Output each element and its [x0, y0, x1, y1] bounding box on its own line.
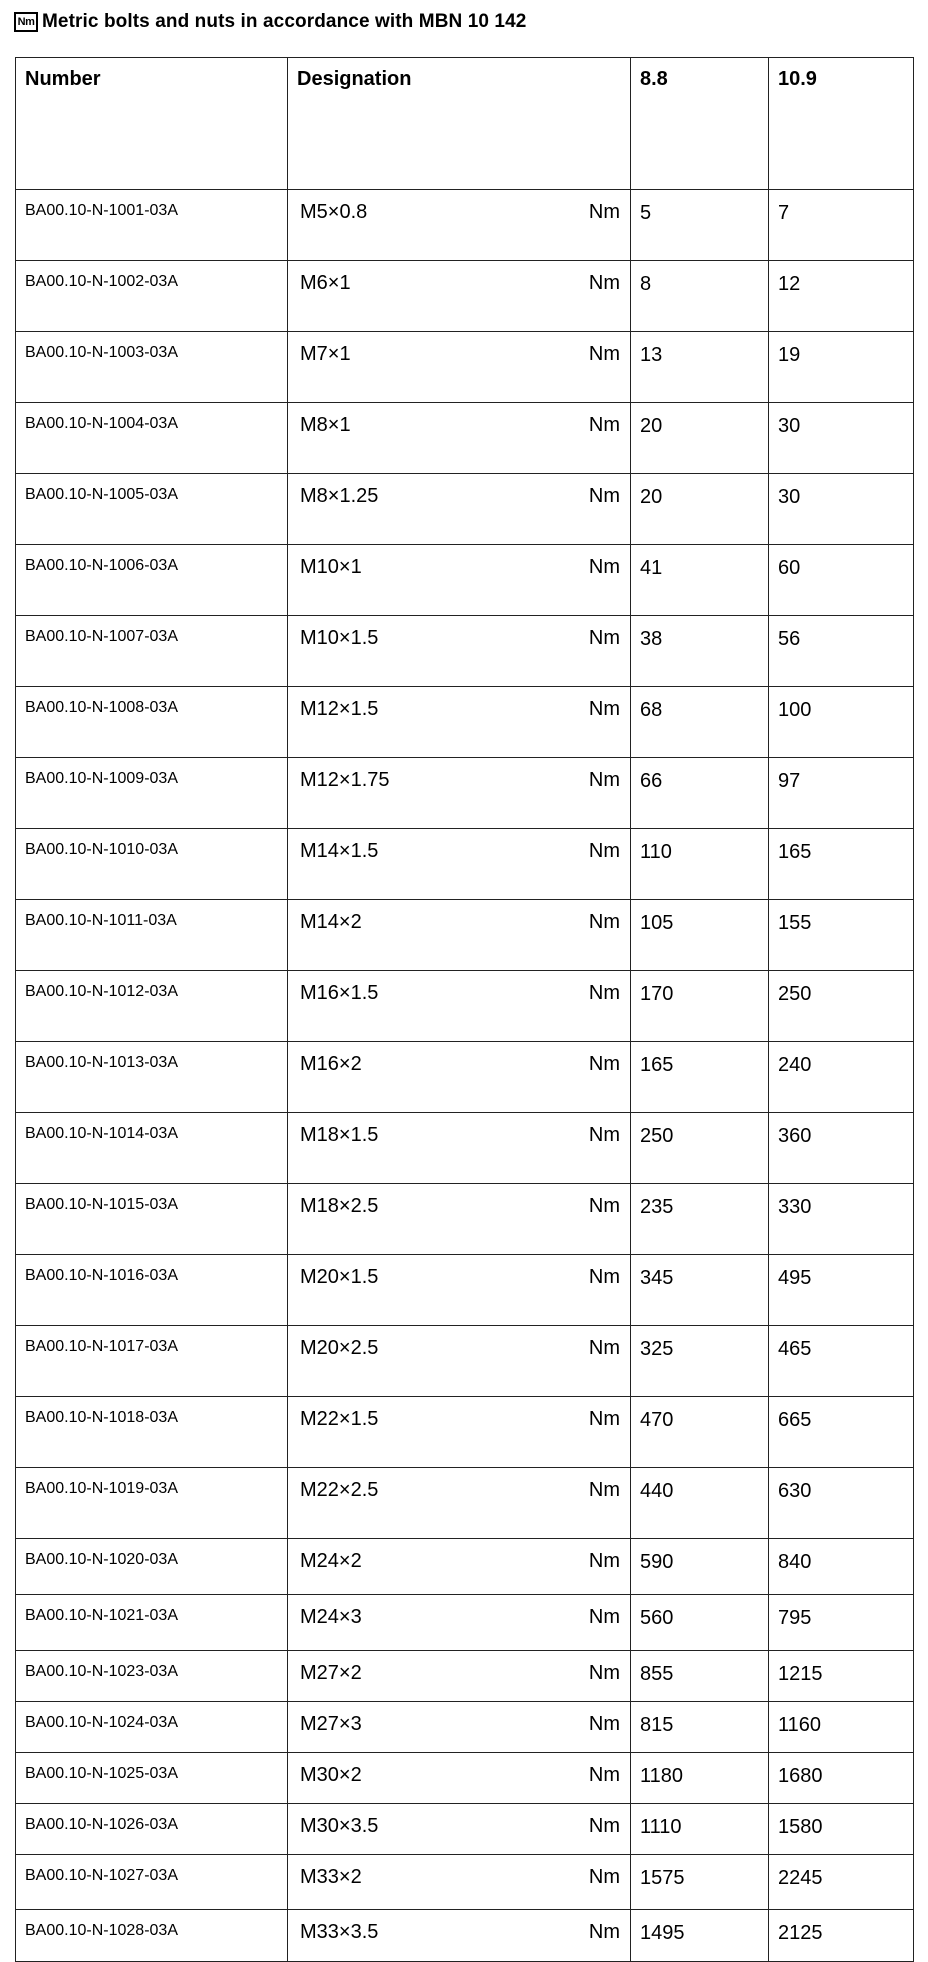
cell-torque-10-9: 56 [769, 616, 914, 687]
cell-number: BA00.10-N-1012-03A [16, 971, 288, 1042]
table-row [16, 616, 914, 687]
cell-torque-10-9: 1580 [769, 1804, 914, 1855]
cell-designation [288, 403, 631, 474]
unit-label: Nm [588, 343, 620, 365]
cell-torque-8-8: 41 [631, 545, 769, 616]
table-row [16, 1595, 914, 1651]
column-header-designation: Designation [288, 58, 631, 190]
cell-number: BA00.10-N-1010-03A [16, 829, 288, 900]
column-header-number: Number [16, 58, 288, 190]
designation-text: M33×3.5 [300, 1921, 379, 1943]
cell-designation [288, 1468, 631, 1539]
designation-text: M27×3 [300, 1713, 362, 1735]
title-text: Metric bolts and nuts in accordance with MBN 10 142 [42, 11, 527, 32]
cell-number: BA00.10-N-1024-03A [16, 1702, 288, 1753]
table-header-row [16, 58, 914, 190]
cell-designation [288, 1855, 631, 1910]
designation-text: M20×1.5 [300, 1266, 379, 1288]
table-row [16, 332, 914, 403]
designation-text: M20×2.5 [300, 1337, 379, 1359]
cell-number: BA00.10-N-1025-03A [16, 1753, 288, 1804]
table-row [16, 1910, 914, 1962]
cell-number: BA00.10-N-1001-03A [16, 190, 288, 261]
cell-torque-8-8: 66 [631, 758, 769, 829]
cell-torque-10-9: 1680 [769, 1753, 914, 1804]
designation-text: M10×1.5 [300, 627, 379, 649]
designation-text: M6×1 [300, 272, 351, 294]
cell-designation [288, 1595, 631, 1651]
cell-designation [288, 900, 631, 971]
cell-torque-10-9: 465 [769, 1326, 914, 1397]
designation-text: M33×2 [300, 1866, 362, 1888]
table-row [16, 1804, 914, 1855]
table-row [16, 758, 914, 829]
table-row [16, 1855, 914, 1910]
unit-label: Nm [588, 911, 620, 933]
cell-torque-8-8: 1110 [631, 1804, 769, 1855]
unit-label: Nm [588, 1053, 620, 1075]
cell-torque-8-8: 1575 [631, 1855, 769, 1910]
unit-label: Nm [588, 1408, 620, 1430]
cell-number: BA00.10-N-1016-03A [16, 1255, 288, 1326]
table-row [16, 1539, 914, 1595]
table-row [16, 261, 914, 332]
cell-torque-10-9: 7 [769, 190, 914, 261]
designation-text: M14×1.5 [300, 840, 379, 862]
designation-text: M24×2 [300, 1550, 362, 1572]
cell-number: BA00.10-N-1014-03A [16, 1113, 288, 1184]
cell-number: BA00.10-N-1007-03A [16, 616, 288, 687]
cell-torque-10-9: 60 [769, 545, 914, 616]
table-row [16, 971, 914, 1042]
cell-torque-8-8: 590 [631, 1539, 769, 1595]
cell-torque-8-8: 170 [631, 971, 769, 1042]
designation-text: M5×0.8 [300, 201, 368, 223]
designation-text: M16×2 [300, 1053, 362, 1075]
cell-torque-8-8: 20 [631, 403, 769, 474]
table-row [16, 190, 914, 261]
cell-number: BA00.10-N-1006-03A [16, 545, 288, 616]
cell-designation [288, 261, 631, 332]
cell-torque-8-8: 1180 [631, 1753, 769, 1804]
cell-number: BA00.10-N-1009-03A [16, 758, 288, 829]
cell-torque-8-8: 1495 [631, 1910, 769, 1962]
unit-label: Nm [588, 1866, 620, 1888]
table-row [16, 1651, 914, 1702]
cell-torque-8-8: 38 [631, 616, 769, 687]
cell-number: BA00.10-N-1026-03A [16, 1804, 288, 1855]
cell-designation [288, 1397, 631, 1468]
designation-text: M18×2.5 [300, 1195, 379, 1217]
unit-label: Nm [588, 1550, 620, 1572]
designation-text: M8×1.25 [300, 485, 379, 507]
unit-label: Nm [588, 698, 620, 720]
unit-label: Nm [588, 1479, 620, 1501]
cell-number: BA00.10-N-1023-03A [16, 1651, 288, 1702]
cell-designation [288, 1326, 631, 1397]
cell-torque-8-8: 470 [631, 1397, 769, 1468]
unit-label: Nm [588, 1713, 620, 1735]
unit-label: Nm [588, 982, 620, 1004]
cell-torque-10-9: 330 [769, 1184, 914, 1255]
cell-number: BA00.10-N-1028-03A [16, 1910, 288, 1962]
cell-torque-10-9: 240 [769, 1042, 914, 1113]
column-header-8-8: 8.8 [631, 58, 769, 190]
cell-number: BA00.10-N-1019-03A [16, 1468, 288, 1539]
cell-number: BA00.10-N-1013-03A [16, 1042, 288, 1113]
cell-number: BA00.10-N-1003-03A [16, 332, 288, 403]
cell-designation [288, 1753, 631, 1804]
unit-label: Nm [588, 627, 620, 649]
designation-text: M30×3.5 [300, 1815, 379, 1837]
cell-designation [288, 1651, 631, 1702]
cell-designation [288, 829, 631, 900]
cell-designation [288, 190, 631, 261]
cell-torque-8-8: 235 [631, 1184, 769, 1255]
table-row [16, 1042, 914, 1113]
cell-torque-10-9: 630 [769, 1468, 914, 1539]
cell-torque-8-8: 8 [631, 261, 769, 332]
cell-torque-8-8: 250 [631, 1113, 769, 1184]
cell-torque-8-8: 815 [631, 1702, 769, 1753]
designation-text: M22×2.5 [300, 1479, 379, 1501]
cell-torque-10-9: 12 [769, 261, 914, 332]
cell-torque-10-9: 2245 [769, 1855, 914, 1910]
table-row [16, 403, 914, 474]
cell-number: BA00.10-N-1005-03A [16, 474, 288, 545]
cell-torque-10-9: 840 [769, 1539, 914, 1595]
cell-designation [288, 616, 631, 687]
cell-designation [288, 1702, 631, 1753]
cell-torque-10-9: 100 [769, 687, 914, 758]
cell-number: BA00.10-N-1017-03A [16, 1326, 288, 1397]
cell-number: BA00.10-N-1020-03A [16, 1539, 288, 1595]
cell-torque-10-9: 19 [769, 332, 914, 403]
unit-label: Nm [588, 1764, 620, 1786]
cell-number: BA00.10-N-1008-03A [16, 687, 288, 758]
cell-torque-10-9: 495 [769, 1255, 914, 1326]
designation-text: M12×1.75 [300, 769, 390, 791]
cell-designation [288, 1113, 631, 1184]
cell-designation [288, 1255, 631, 1326]
cell-number: BA00.10-N-1021-03A [16, 1595, 288, 1651]
cell-designation [288, 687, 631, 758]
table-row [16, 1255, 914, 1326]
cell-designation [288, 332, 631, 403]
designation-text: M16×1.5 [300, 982, 379, 1004]
cell-number: BA00.10-N-1015-03A [16, 1184, 288, 1255]
unit-label: Nm [588, 556, 620, 578]
unit-label: Nm [588, 1266, 620, 1288]
cell-torque-10-9: 30 [769, 403, 914, 474]
cell-number: BA00.10-N-1018-03A [16, 1397, 288, 1468]
cell-torque-8-8: 325 [631, 1326, 769, 1397]
cell-designation [288, 1042, 631, 1113]
designation-text: M27×2 [300, 1662, 362, 1684]
unit-label: Nm [588, 485, 620, 507]
cell-torque-10-9: 1215 [769, 1651, 914, 1702]
cell-number: BA00.10-N-1011-03A [16, 900, 288, 971]
cell-torque-8-8: 110 [631, 829, 769, 900]
table-row [16, 687, 914, 758]
cell-designation [288, 1539, 631, 1595]
unit-label: Nm [588, 272, 620, 294]
cell-number: BA00.10-N-1002-03A [16, 261, 288, 332]
cell-torque-8-8: 440 [631, 1468, 769, 1539]
cell-torque-10-9: 97 [769, 758, 914, 829]
table-row [16, 474, 914, 545]
cell-torque-10-9: 2125 [769, 1910, 914, 1962]
cell-designation [288, 545, 631, 616]
designation-text: M12×1.5 [300, 698, 379, 720]
designation-text: M30×2 [300, 1764, 362, 1786]
cell-torque-8-8: 165 [631, 1042, 769, 1113]
designation-text: M18×1.5 [300, 1124, 379, 1146]
cell-torque-10-9: 665 [769, 1397, 914, 1468]
cell-torque-8-8: 345 [631, 1255, 769, 1326]
cell-torque-8-8: 68 [631, 687, 769, 758]
cell-torque-8-8: 560 [631, 1595, 769, 1651]
table-row [16, 1326, 914, 1397]
table-row [16, 829, 914, 900]
table-row [16, 1113, 914, 1184]
designation-text: M8×1 [300, 414, 351, 436]
table-row [16, 1468, 914, 1539]
unit-label: Nm [588, 1606, 620, 1628]
cell-torque-8-8: 20 [631, 474, 769, 545]
unit-label: Nm [588, 414, 620, 436]
table-row [16, 1184, 914, 1255]
cell-designation [288, 1910, 631, 1962]
table-row [16, 1397, 914, 1468]
table-row [16, 1753, 914, 1804]
cell-torque-8-8: 5 [631, 190, 769, 261]
unit-label: Nm [588, 769, 620, 791]
cell-designation [288, 758, 631, 829]
table-row [16, 545, 914, 616]
designation-text: M7×1 [300, 343, 351, 365]
cell-torque-10-9: 30 [769, 474, 914, 545]
designation-text: M14×2 [300, 911, 362, 933]
unit-label: Nm [588, 840, 620, 862]
document-title [14, 10, 526, 34]
unit-label: Nm [588, 1124, 620, 1146]
torque-nm-icon: Nm [14, 12, 38, 32]
cell-torque-10-9: 360 [769, 1113, 914, 1184]
table-body [16, 190, 914, 1962]
cell-number: BA00.10-N-1027-03A [16, 1855, 288, 1910]
cell-designation [288, 1184, 631, 1255]
designation-text: M22×1.5 [300, 1408, 379, 1430]
cell-torque-10-9: 1160 [769, 1702, 914, 1753]
unit-label: Nm [588, 1337, 620, 1359]
unit-label: Nm [588, 201, 620, 223]
unit-label: Nm [588, 1195, 620, 1217]
cell-torque-10-9: 795 [769, 1595, 914, 1651]
cell-torque-10-9: 165 [769, 829, 914, 900]
cell-designation [288, 474, 631, 545]
cell-designation [288, 1804, 631, 1855]
cell-torque-10-9: 250 [769, 971, 914, 1042]
unit-label: Nm [588, 1921, 620, 1943]
table-row [16, 900, 914, 971]
unit-label: Nm [588, 1662, 620, 1684]
designation-text: M24×3 [300, 1606, 362, 1628]
table-row [16, 1702, 914, 1753]
unit-label: Nm [588, 1815, 620, 1837]
cell-torque-8-8: 105 [631, 900, 769, 971]
cell-torque-10-9: 155 [769, 900, 914, 971]
designation-text: M10×1 [300, 556, 362, 578]
column-header-10-9: 10.9 [769, 58, 914, 190]
cell-torque-8-8: 13 [631, 332, 769, 403]
torque-table [15, 57, 914, 1962]
cell-number: BA00.10-N-1004-03A [16, 403, 288, 474]
cell-designation [288, 971, 631, 1042]
cell-torque-8-8: 855 [631, 1651, 769, 1702]
